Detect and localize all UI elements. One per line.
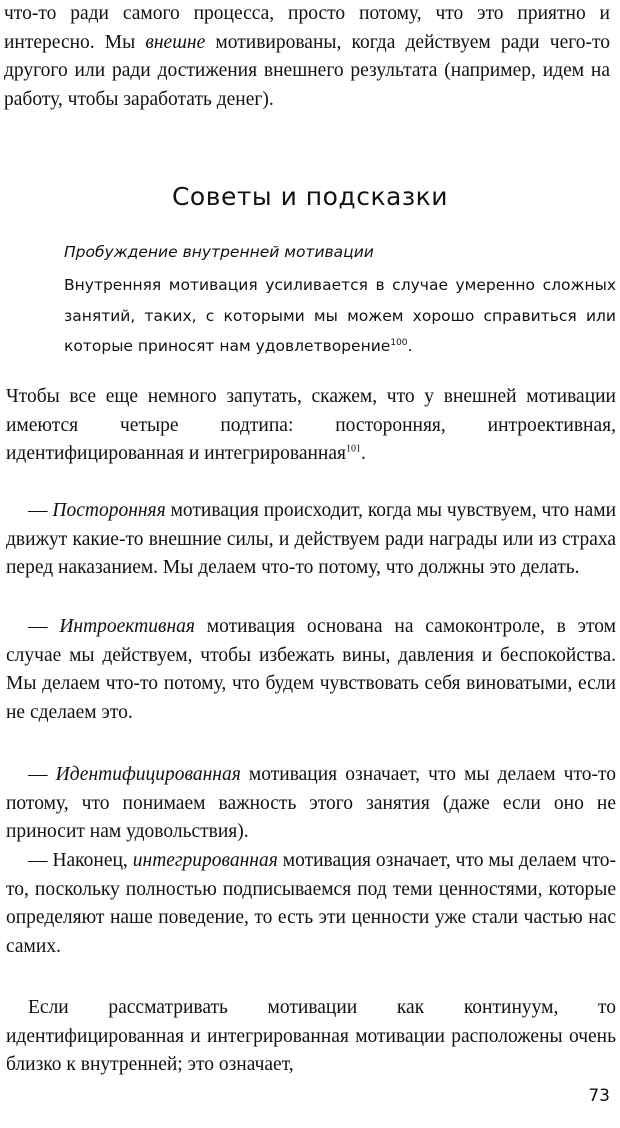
footnote-reference: 101 [345,443,361,455]
paragraph-text: мотивированы, когда действуем ради чего-то другого или ради достижения внешнего результата (например, идем на работу, чтобы заработать денег). [4,31,611,110]
paragraph-external-motivation [6,497,616,583]
paragraph-end: . [360,443,366,464]
paragraph-text: мотивация происходит, когда мы чувствуем, что нами движут какие-то внешние силы, и действуем ради награды или из страха перед наказанием. Мы делаем что-то потому, что должны это делать. [6,500,617,578]
tip-body-end: . [407,337,413,355]
emphasis-term: внешне [145,31,206,53]
dash: — [28,616,48,637]
emphasis-term: Интроективная [59,616,195,637]
paragraph-integrated-motivation [6,847,616,961]
tip-title: Пробуждение внутренней мотивации [64,243,374,261]
paragraph-text: мотивация основана на самоконтроле, в этом случае мы действуем, чтобы избежать вины, давления и беспокойства. Мы делаем что-то потому, что будем чувствовать себя виноватыми, если не сделаем это. [6,616,617,723]
emphasis-term: интегрированная [132,850,278,871]
paragraph-identified-motivation [6,761,616,847]
paragraph-text: мотивация означает, что мы делаем что-то, поскольку полностью подписываемся под теми ценностями, которые определяют наше поведение, то есть эти ценности уже стали частью нас самих. [6,850,617,957]
section-heading: Советы и подсказки [171,182,449,211]
paragraph-text: мотивация означает, что мы делаем что-то потому, что понимаем важность этого занятия (даже если оно не приносит нам удовольствия). [6,764,617,842]
paragraph-continuum: Если рассматривать мотивации как континуум, то идентифицированная и интегрированная мотивации расположены очень близко к внутренней; это означает, [6,997,616,1075]
dash: — Наконец, [28,850,128,871]
emphasis-term: Посторонняя [52,500,166,521]
page-number: 73 [588,1086,610,1106]
footnote-reference: 100 [390,337,408,348]
paragraph-motivation-definition [4,0,610,114]
paragraph-subtypes-intro [6,383,616,469]
paragraph-introjected-motivation [6,613,616,727]
emphasis-term: Идентифицированная [55,764,241,785]
dash: — [28,764,48,785]
dash: — [28,500,48,521]
tip-body-text: Внутренняя мотивация усиливается в случае умеренно сложных занятий, таких, с которыми мы можем хорошо справиться или которые приносят нам удовлетворение [64,276,616,355]
paragraph-text: Чтобы все еще немного запутать, скажем, что у внешней мотивации имеются четыре подтипа: посторонняя, интроективная, идентифицированная и интегрированная [6,386,616,464]
tip-box [64,240,616,362]
tip-body [64,270,616,362]
paragraph-text: что-то ради самого процесса, просто потому, что это приятно и интересно. Мы [4,3,610,53]
